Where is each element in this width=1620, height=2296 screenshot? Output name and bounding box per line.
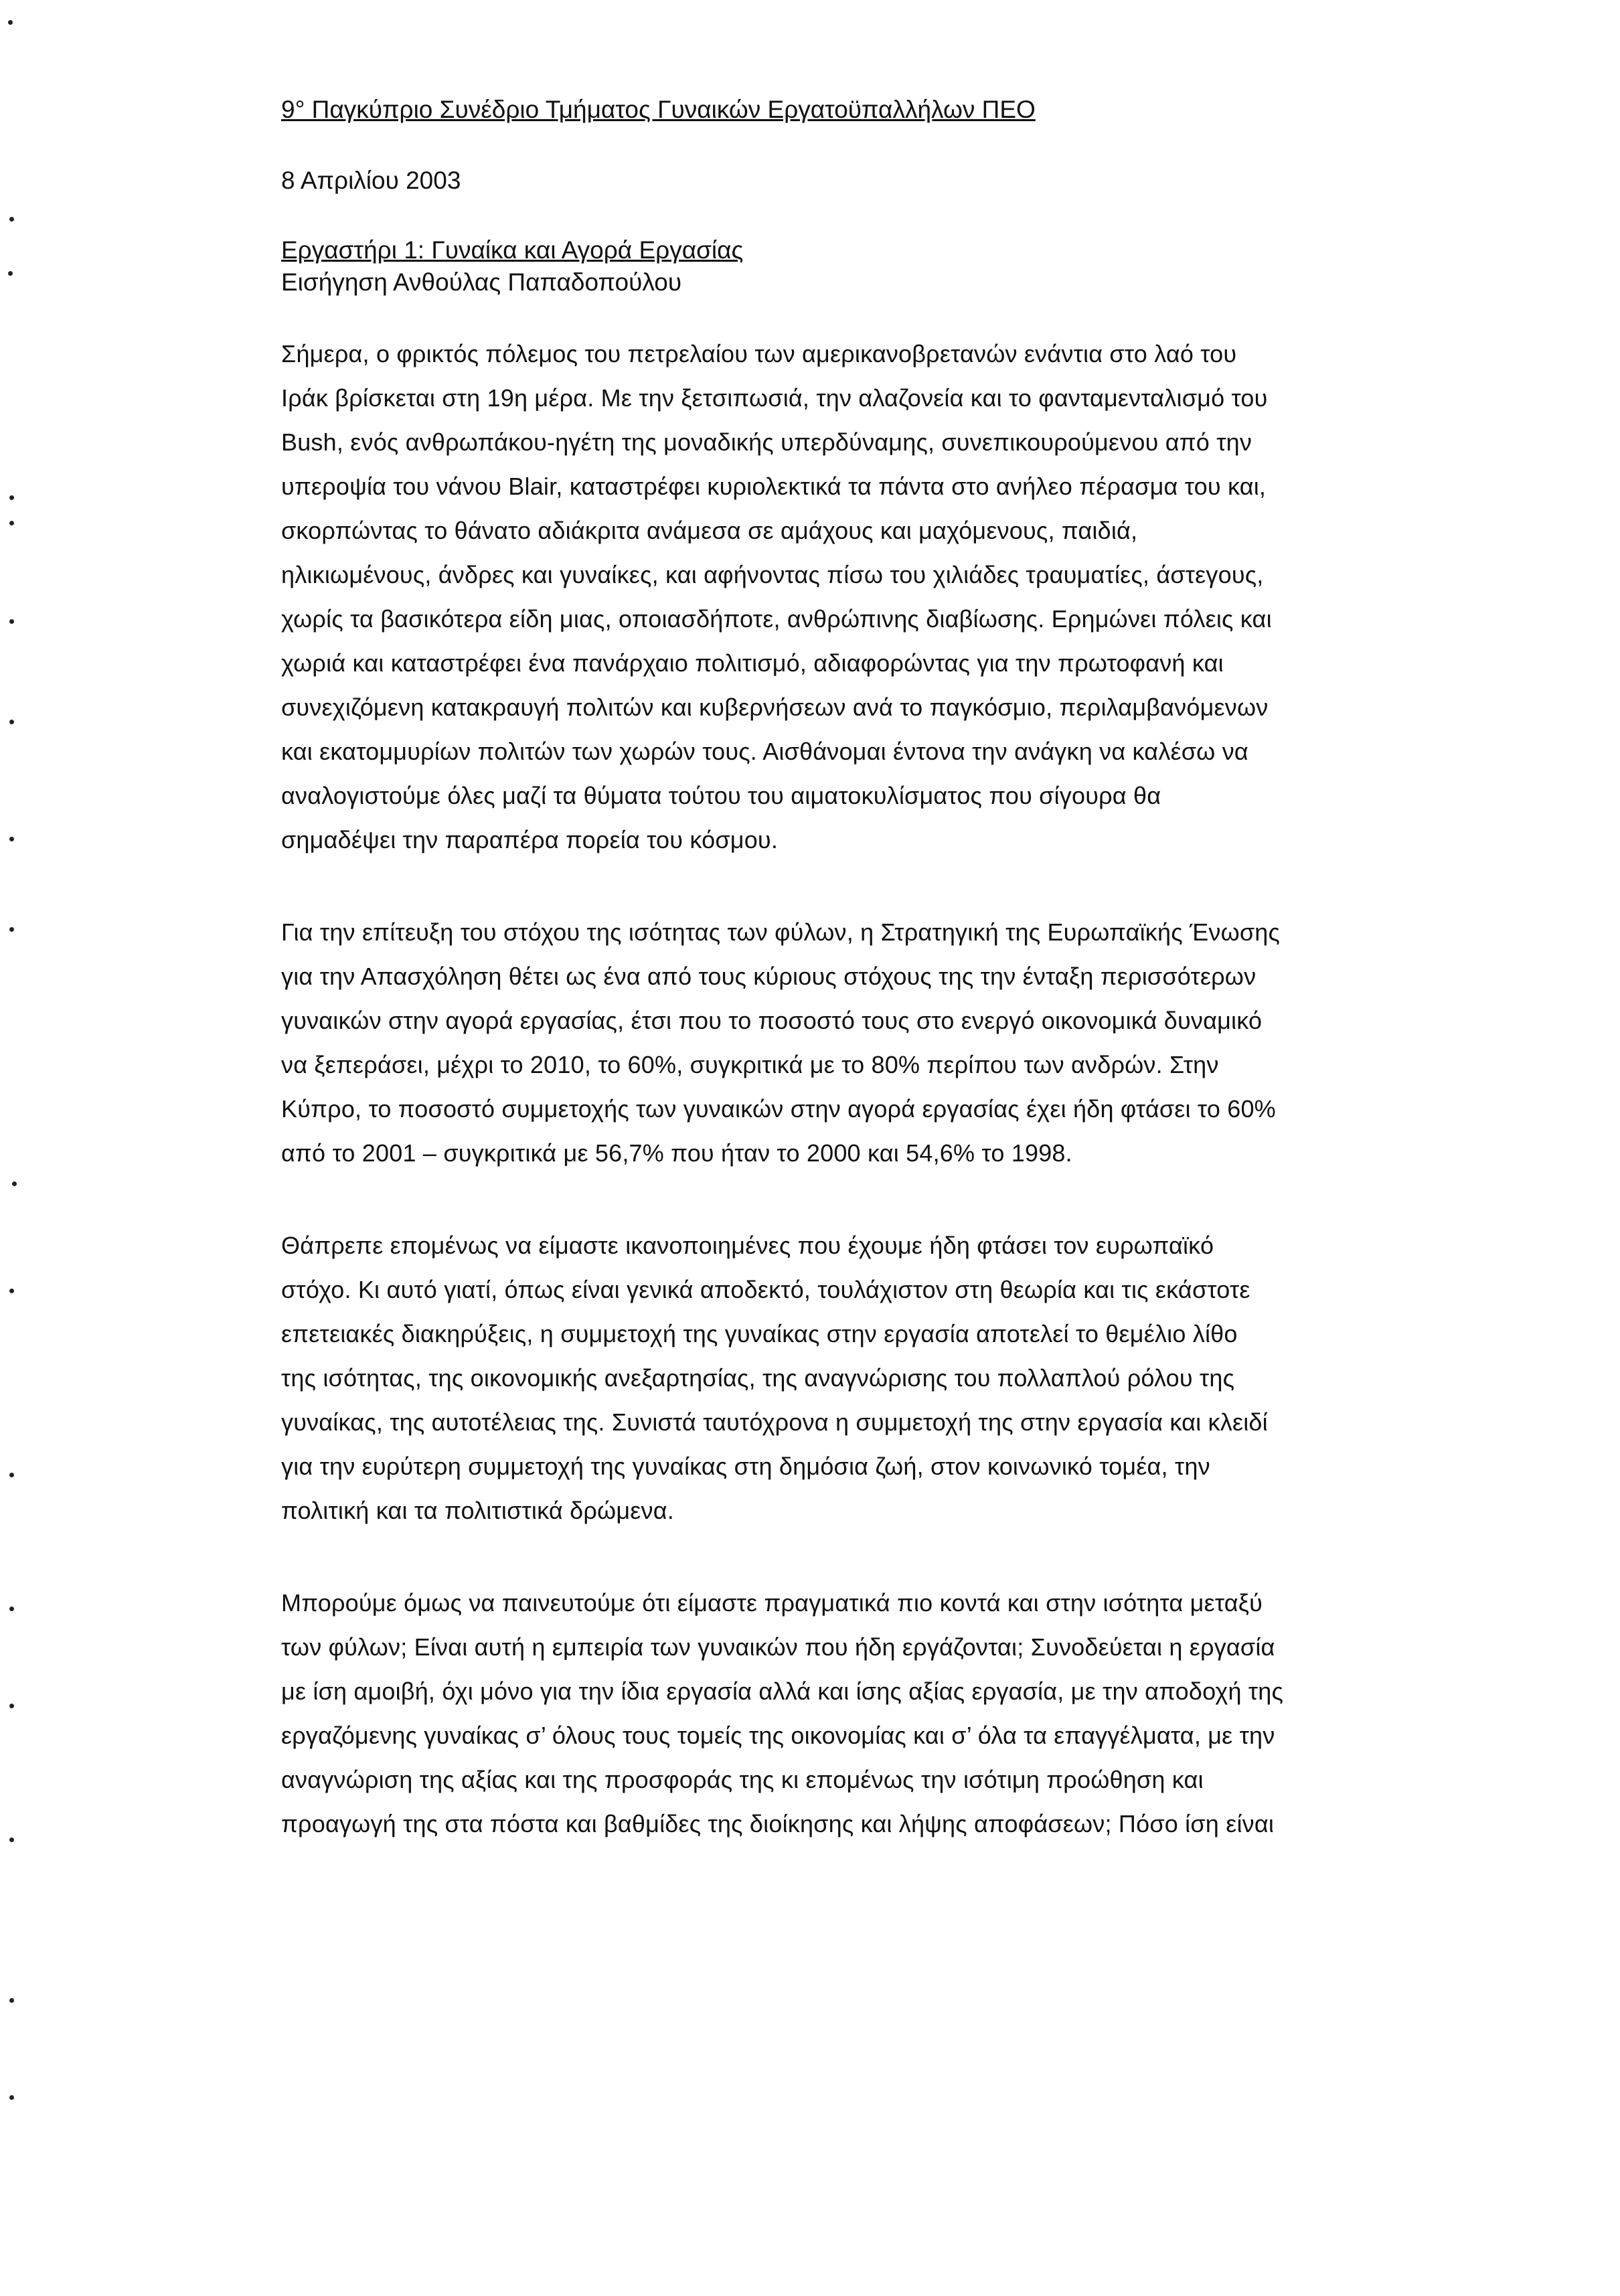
document-date: 8 Απριλίου 2003 [281, 167, 461, 194]
text-line: αναγνώριση της αξίας και της προσφοράς της κι επομένως την ισότιμη προώθηση και [281, 1766, 1204, 1793]
margin-dot [9, 720, 14, 724]
text-line: ηλικιωμένους, άνδρες και γυναίκες, και αφήνοντας πίσω του χιλιάδες τραυματίες, άστεγους, [281, 561, 1264, 588]
margin-dot [9, 619, 14, 624]
text-line: για την Απασχόληση θέτει ως ένα από τους κύριους στόχους της την ένταξη περισσότερων [281, 963, 1257, 990]
text-line: με ίση αμοιβή, όχι μόνο για την ίδια εργασία αλλά και ίσης αξίας εργασία, με την αποδοχή της [281, 1677, 1284, 1705]
margin-dot [9, 495, 14, 500]
margin-dot [9, 1473, 14, 1477]
text-line: να ξεπεράσει, μέχρι το 2010, το 60%, συγκριτικά με το 80% περίπου των ανδρών. Στην [281, 1051, 1219, 1078]
margin-dot [9, 521, 14, 525]
text-line: αναλογιστούμε όλες μαζί τα θύματα τούτου του αιματοκυλίσματος που σίγουρα θα [281, 782, 1161, 809]
text-line: χωρίς τα βασικότερα είδη μιας, οποιασδήποτε, ανθρώπινης διαβίωσης. Ερημώνει πόλεις και [281, 605, 1272, 633]
margin-dot [9, 1289, 14, 1293]
text-line: εργαζόμενης γυναίκας σ’ όλους τους τομείς της οικονομίας και σ’ όλα τα επαγγέλματα, με την [281, 1722, 1275, 1749]
text-line: Θάπρεπε επομένως να είμαστε ικανοποιημένες που έχουμε ήδη φτάσει τον ευρωπαϊκό [281, 1232, 1214, 1259]
margin-dot [8, 20, 13, 25]
text-line: συνεχιζόμενη κατακραυγή πολιτών και κυβερνήσεων ανά το παγκόσμιο, περιλαμβανόμενων [281, 693, 1269, 721]
conference-title: 9° Παγκύπριο Συνέδριο Τμήματος Γυναικών Εργατοϋπαλλήλων ΠΕΟ [281, 96, 1036, 123]
text-line: χωριά και καταστρέφει ένα πανάρχαιο πολιτισμό, αδιαφορώντας για την πρωτοφανή και [281, 649, 1224, 677]
text-line: πολιτική και τα πολιτιστικά δρώμενα. [281, 1497, 674, 1524]
margin-dot [9, 1998, 14, 2003]
text-line: Κύπρο, το ποσοστό συμμετοχής των γυναικών στην αγορά εργασίας έχει ήδη φτάσει το 60% [281, 1095, 1276, 1123]
text-line: Ιράκ βρίσκεται στη 19η μέρα. Με την ξετσιπωσιά, την αλαζονεία και το φανταμενταλισμό του [281, 384, 1268, 412]
margin-dot [9, 1704, 14, 1708]
text-line: σκορπώντας το θάνατο αδιάκριτα ανάμεσα σε αμάχους και μαχόμενους, παιδιά, [281, 517, 1138, 544]
presenter-line: Εισήγηση Ανθούλας Παπαδοπούλου [281, 268, 682, 296]
margin-dot [8, 271, 13, 276]
text-line: γυναικών στην αγορά εργασίας, έτσι που το ποσοστό τους στο ενεργό οικονομικά δυναμικό [281, 1007, 1263, 1034]
scan-margin-marks [0, 0, 40, 2296]
text-line: από το 2001 – συγκριτικά με 56,7% που ήταν το 2000 και 54,6% το 1998. [281, 1139, 1072, 1167]
paragraph-1 [281, 332, 1513, 862]
text-line: γυναίκας, της αυτοτέλειας της. Συνιστά ταυτόχρονα η συμμετοχή της στην εργασία και κλειδί [281, 1408, 1268, 1436]
text-line: Σήμερα, ο φρικτός πόλεμος του πετρελαίου των αμερικανοβρετανών ενάντια στο λαό του [281, 340, 1237, 367]
margin-dot [9, 217, 14, 222]
margin-dot [9, 1607, 14, 1611]
text-line: επετειακές διακηρύξεις, η συμμετοχή της γυναίκας στην εργασία αποτελεί το θεμέλιο λίθο [281, 1320, 1238, 1347]
text-line: της ισότητας, της οικονομικής ανεξαρτησίας, της αναγνώρισης του πολλαπλού ρόλου της [281, 1364, 1235, 1392]
workshop-heading: Εργαστήρι 1: Γυναίκα και Αγορά Εργασίας [281, 236, 744, 264]
text-line: Bush, ενός ανθρωπάκου-ηγέτη της μοναδικής υπερδύναμης, συνεπικουρούμενου από την [281, 428, 1252, 456]
text-line: σημαδέψει την παραπέρα πορεία του κόσμου. [281, 826, 779, 853]
text-line: Για την επίτευξη του στόχου της ισότητας των φύλων, η Στρατηγική της Ευρωπαϊκής Ένωσης [281, 918, 1281, 946]
text-line: για την ευρύτερη συμμετοχή της γυναίκας στη δημόσια ζωή, στον κοινωνικό τομέα, την [281, 1453, 1210, 1480]
text-line: υπεροψία του νάνου Blair, καταστρέφει κυριολεκτικά τα πάντα στο ανήλεο πέρασμα του και, [281, 473, 1267, 500]
text-line: στόχο. Κι αυτό γιατί, όπως είναι γενικά αποδεκτό, τουλάχιστον στη θεωρία και τις εκάστοτε [281, 1276, 1250, 1303]
text-line: και εκατομμυρίων πολιτών των χωρών τους. Αισθάνομαι έντονα την ανάγκη να καλέσω να [281, 738, 1248, 765]
margin-dot [12, 1181, 17, 1186]
margin-dot [9, 1837, 14, 1842]
paragraph-2 [281, 910, 1513, 1175]
margin-dot [9, 2095, 14, 2100]
document-content [281, 94, 1513, 1894]
text-line: προαγωγή της στα πόστα και βαθμίδες της διοίκησης και λήψης αποφάσεων; Πόσο ίση είναι [281, 1810, 1275, 1837]
text-line: των φύλων; Είναι αυτή η εμπειρία των γυναικών που ήδη εργάζονται; Συνοδεύεται η εργασία [281, 1633, 1275, 1661]
margin-dot [9, 927, 14, 932]
margin-dot [9, 837, 14, 841]
text-line: Μπορούμε όμως να παινευτούμε ότι είμαστε πραγματικά πιο κοντά και στην ισότητα μεταξύ [281, 1589, 1263, 1617]
paragraph-3 [281, 1224, 1513, 1533]
paragraph-4 [281, 1581, 1513, 1846]
